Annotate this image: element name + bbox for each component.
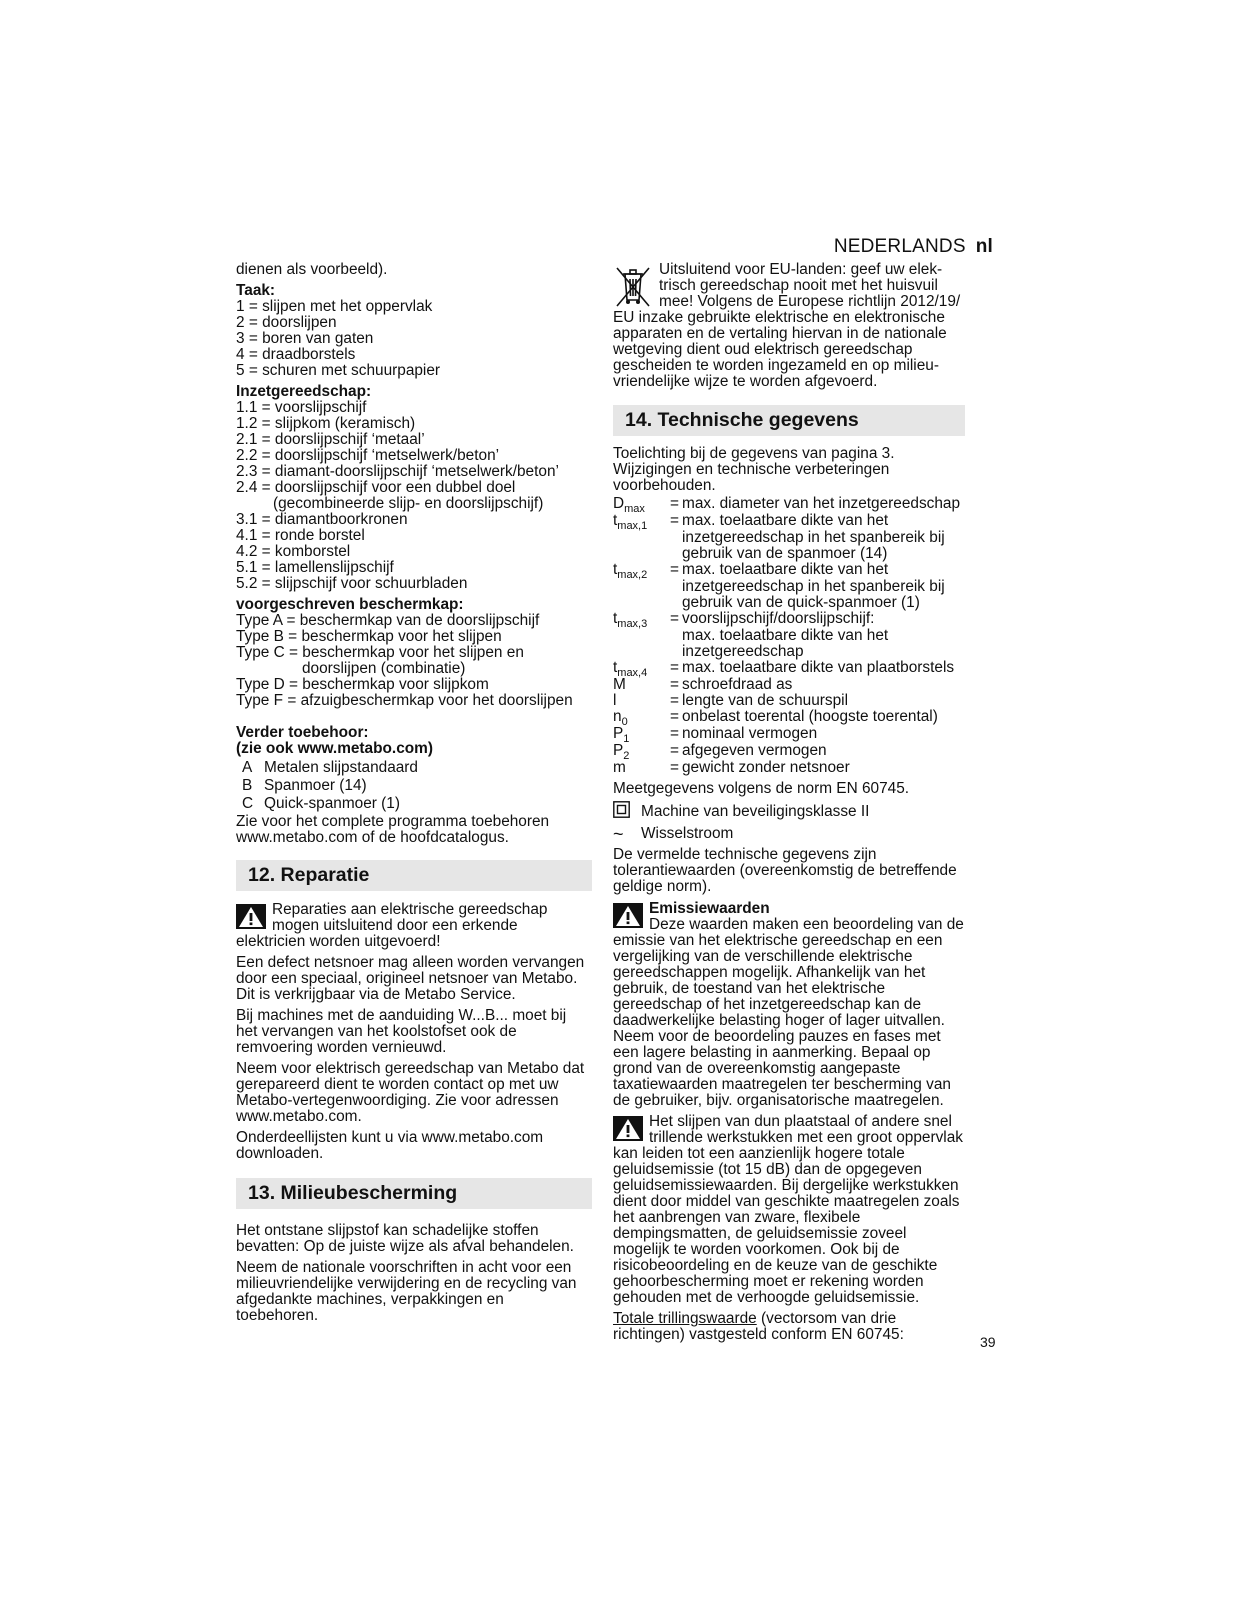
definition-symbol: M xyxy=(613,676,626,693)
definition-symbol: l xyxy=(613,692,617,709)
tool-heading: Inzetgereedschap: xyxy=(236,383,372,400)
equals-sign: = xyxy=(670,512,679,529)
equals-sign: = xyxy=(670,708,679,725)
paragraph-line: richtingen) vastgesteld conform EN 60745: xyxy=(613,1326,904,1343)
definition-symbol: m xyxy=(613,759,626,776)
definition-text: max. toelaatbare dikte van plaatborstels xyxy=(682,659,955,676)
page-number: 39 xyxy=(980,1334,996,1350)
accessories-heading: Verder toebehoor: xyxy=(236,724,369,741)
definition-symbol: $P_1$ xyxy=(613,725,630,745)
paragraph-line: Deze waarden maken een beoordeling van de xyxy=(649,916,964,933)
class-ii-label: Machine van beveiligingsklasse II xyxy=(641,802,870,820)
warning-line: elektricien worden uitgevoerd! xyxy=(236,933,441,950)
protection-class-row xyxy=(613,801,975,822)
paragraph-line: vriendelijke wijze te worden afgevoerd. xyxy=(613,373,878,390)
equals-sign: = xyxy=(670,659,679,676)
paragraph-line: dempingsmatten, de geluidsemissie zoveel xyxy=(613,1225,907,1242)
section-14-title: 14. Technische gegevens xyxy=(613,405,965,436)
repair-warning xyxy=(236,902,592,950)
language-label: NEDERLANDS xyxy=(833,236,966,257)
intro-text: dienen als voorbeeld). xyxy=(236,261,388,278)
paragraph-line: geluidsemissie (tot 15 dB) dan de opgegeven xyxy=(613,1161,922,1178)
ac-row xyxy=(613,826,975,842)
paragraph-line: risicobeoordeling en de keuze van de geschikte xyxy=(613,1257,938,1274)
repair-paragraph-4 xyxy=(236,1130,592,1162)
repair-paragraph-3 xyxy=(236,1061,592,1125)
equals-sign: = xyxy=(670,725,679,742)
paragraph-line: daadwerkelijke belasting hoger of lager uitvallen. xyxy=(613,1012,945,1029)
list-item: 3 = boren van gaten xyxy=(236,330,374,347)
ac-symbol: ~ xyxy=(613,824,624,844)
accessory-text: Metalen slijpstandaard xyxy=(264,759,418,776)
tool-list xyxy=(236,400,592,592)
definition-symbol: $t_{max,4}$ xyxy=(613,659,648,679)
paragraph-line: Onderdeellijsten kunt u via www.metabo.com xyxy=(236,1129,544,1146)
note-line: www.metabo.com of de hoofdcatalogus. xyxy=(236,829,509,846)
definitions-list xyxy=(613,496,975,776)
paragraph-line: gebruik, de toestand van het elektrische xyxy=(613,980,886,997)
guard-list xyxy=(236,613,592,709)
definition-row xyxy=(613,709,975,726)
definition-text: max. diameter van het inzetgereedschap xyxy=(682,495,961,512)
paragraph-line: Bij machines met de aanduiding W...B... moet bij xyxy=(236,1007,567,1024)
list-item: Type B = beschermkap voor het slijpen xyxy=(236,628,502,645)
paragraph-line: gescheiden te worden ingezameld en op milieu- xyxy=(613,357,939,374)
equals-sign: = xyxy=(670,676,679,693)
definition-text: schroefdraad as xyxy=(682,676,793,693)
paragraph-line: dient door middel van geschikte maatregelen zoals xyxy=(613,1193,960,1210)
paragraph-line: trisch gereedschap nooit met het huisvuil xyxy=(659,277,938,294)
left-column xyxy=(236,262,592,1324)
paragraph-line: de gebruiker, bijv. organisatorische maatregelen. xyxy=(613,1092,944,1109)
paragraph-line: gereedschap of het inzetgereedschap kan de xyxy=(613,996,922,1013)
paragraph-line: mogelijk te worden voorkomen. Ook bij de xyxy=(613,1241,900,1258)
emission-warning xyxy=(613,901,975,1109)
paragraph-line: afgedankte machines, verpakkingen en xyxy=(236,1291,504,1308)
accessory-text: Spanmoer (14) xyxy=(264,777,367,794)
environment-paragraph-1 xyxy=(236,1223,592,1255)
list-item: Type F = afzuigbeschermkap voor het doorslijpen xyxy=(236,692,573,709)
paragraph-line: voorbehouden. xyxy=(613,477,716,494)
task-list xyxy=(236,299,592,379)
paragraph-line: gerepareerd dient te worden contact op met uw xyxy=(236,1076,559,1093)
paragraph-line: EU inzake gebruikte elektrische en elektronische xyxy=(613,309,945,326)
repair-paragraph-2 xyxy=(236,1008,592,1056)
tech-intro xyxy=(613,446,975,494)
section-12-title: 12. Reparatie xyxy=(236,860,592,891)
paragraph-line: Neem voor de beoordeling pauzes en fases met xyxy=(613,1028,941,1045)
paragraph-line: Uitsluitend voor EU-landen: geef uw elek- xyxy=(659,261,943,278)
vibration-rest: (vectorsom van drie xyxy=(756,1310,897,1327)
paragraph-line: tolerantiewaarden (overeenkomstig de betreffende xyxy=(613,862,957,879)
accessories-list xyxy=(236,760,592,812)
list-item: 1.1 = voorslijpschijf xyxy=(236,399,367,416)
crossed-bin-icon xyxy=(613,262,653,310)
paragraph-line: De vermelde technische gegevens zijn xyxy=(613,846,877,863)
definition-symbol: $n_0$ xyxy=(613,708,628,728)
definition-row xyxy=(613,660,975,677)
ac-label: Wisselstroom xyxy=(641,825,734,842)
definition-text: lengte van de schuurspil xyxy=(682,692,848,709)
paragraph-line: downloaden. xyxy=(236,1145,324,1162)
page-header xyxy=(834,236,993,258)
list-item: 3.1 = diamantboorkronen xyxy=(236,511,408,528)
paragraph-line: Wijzigingen en technische verbeteringen xyxy=(613,461,890,478)
paragraph-line: een lagere belasting in aanmerking. Bepaal op xyxy=(613,1044,931,1061)
list-item: Type D = beschermkap voor slijpkom xyxy=(236,676,489,693)
right-column xyxy=(613,262,975,1343)
list-item: 4.1 = ronde borstel xyxy=(236,527,365,544)
paragraph-line: www.metabo.com. xyxy=(236,1108,362,1125)
definition-row xyxy=(613,496,975,513)
equals-sign: = xyxy=(670,692,679,709)
definition-row xyxy=(613,743,975,760)
section-13-title: 13. Milieubescherming xyxy=(236,1178,592,1209)
repair-paragraph-1 xyxy=(236,955,592,1003)
definition-text: nominaal vermogen xyxy=(682,725,818,742)
list-item: Type C = beschermkap voor het slijpen en xyxy=(236,644,524,661)
definition-continuation: inzetgereedschap xyxy=(682,643,804,660)
list-item: Type A = beschermkap van de doorslijpschijf xyxy=(236,612,540,629)
paragraph-line: grond van de overeenkomstig aangepaste xyxy=(613,1060,901,1077)
warning-icon xyxy=(613,903,643,928)
definition-row xyxy=(613,693,975,709)
vibration-term: Totale trillingswaarde xyxy=(613,1310,757,1327)
definition-symbol: $P_2$ xyxy=(613,742,630,762)
paragraph-line: Een defect netsnoer mag alleen worden vervangen xyxy=(236,954,585,971)
paragraph-line: toebehoren. xyxy=(236,1307,319,1324)
paragraph-line: gehouden met de verhoogde geluidsemissie. xyxy=(613,1289,920,1306)
list-item: 5.2 = slijpschijf voor schuurbladen xyxy=(236,575,468,592)
definition-row xyxy=(613,513,975,530)
paragraph-line: emissie van het elektrische gereedschap en een xyxy=(613,932,943,949)
vibration-paragraph xyxy=(613,1311,975,1343)
definition-text: max. toelaatbare dikte van het xyxy=(682,512,889,529)
paragraph-line: Neem voor elektrisch gereedschap van Metabo dat xyxy=(236,1060,585,1077)
paragraph-line: vergelijking van de verschillende elektrische xyxy=(613,948,913,965)
accessory-letter: A xyxy=(242,759,253,776)
paragraph-line: het vervangen van het koolstofset ook de xyxy=(236,1023,517,1040)
definition-text: voorslijpschijf/doorslijpschijf: xyxy=(682,610,875,627)
list-item: 2.4 = doorslijpschijf voor een dubbel doel xyxy=(236,479,516,496)
paragraph-line: gereedschappen mogelijk. Afhankelijk van het xyxy=(613,964,926,981)
definition-row xyxy=(613,760,975,776)
equals-sign: = xyxy=(670,561,679,578)
list-item: 4.2 = komborstel xyxy=(236,543,351,560)
tolerance-paragraph xyxy=(613,847,975,895)
note-line: Zie voor het complete programma toebehoren xyxy=(236,813,550,830)
warning-icon xyxy=(613,1116,643,1141)
definition-text: gewicht zonder netsnoer xyxy=(682,759,850,776)
list-item: 2.1 = doorslijpschijf ‘metaal’ xyxy=(236,431,425,448)
definition-text: max. toelaatbare dikte van het xyxy=(682,561,889,578)
definition-row xyxy=(613,726,975,743)
paragraph-line: geluidsemissiewaarden. Bij dergelijke werkstukken xyxy=(613,1177,959,1194)
equals-sign: = xyxy=(670,495,679,512)
paragraph-line: Metabo-vertegenwoordiging. Zie voor adressen xyxy=(236,1092,559,1109)
paragraph-line: kan leiden tot een aanzienlijk hogere totale xyxy=(613,1145,905,1162)
norm-text: Meetgegevens volgens de norm EN 60745. xyxy=(613,780,910,797)
paragraph-line: geldige norm). xyxy=(613,878,712,895)
accessory-item xyxy=(236,796,592,812)
task-heading: Taak: xyxy=(236,282,276,299)
paragraph-line: Toelichting bij de gegevens van pagina 3. xyxy=(613,445,895,462)
warning-line: mogen uitsluitend door een erkende xyxy=(272,917,518,934)
accessory-item xyxy=(236,778,592,794)
paragraph-line: Het ontstane slijpstof kan schadelijke stoffen xyxy=(236,1222,539,1239)
definition-continuation: max. toelaatbare dikte van het xyxy=(682,627,889,644)
equals-sign: = xyxy=(670,759,679,776)
definition-row xyxy=(613,611,975,628)
definition-row xyxy=(613,562,975,579)
paragraph-line: Het slijpen van dun plaatstaal of andere snel xyxy=(649,1113,952,1130)
paragraph-line: remvoering worden vernieuwd. xyxy=(236,1039,447,1056)
definition-text: onbelast toerental (hoogste toerental) xyxy=(682,708,938,725)
list-item: 2.2 = doorslijpschijf ‘metselwerk/beton’ xyxy=(236,447,500,464)
weee-notice xyxy=(613,262,975,390)
paragraph-line: wetgeving dient oud elektrisch gereedschap xyxy=(613,341,913,358)
definition-text: afgegeven vermogen xyxy=(682,742,827,759)
accessories-note xyxy=(236,814,592,846)
definition-symbol: $t_{max,3}$ xyxy=(613,610,648,630)
warning-icon xyxy=(236,904,266,929)
definition-continuation: gebruik van de quick-spanmoer (1) xyxy=(682,594,920,611)
paragraph-line: apparaten en de vertaling hiervan in de nationale xyxy=(613,325,947,342)
class-ii-icon xyxy=(613,801,641,822)
paragraph-line: gehoorbescherming moet er rekening worden xyxy=(613,1273,924,1290)
paragraph-line: Neem de nationale voorschriften in acht voor een xyxy=(236,1259,572,1276)
list-item: 1 = slijpen met het oppervlak xyxy=(236,298,433,315)
list-item: 4 = draadborstels xyxy=(236,346,356,363)
paragraph-line: Dit is verkrijgbaar via de Metabo Service. xyxy=(236,986,516,1003)
definition-continuation: gebruik van de spanmoer (14) xyxy=(682,545,888,562)
language-code: nl xyxy=(975,236,993,257)
list-item: 5.1 = lamellenslijpschijf xyxy=(236,559,394,576)
list-item-continuation: doorslijpen (combinatie) xyxy=(302,660,466,677)
accessory-item xyxy=(236,760,592,776)
paragraph-line: mee! Volgens de Europese richtlijn 2012/19/ xyxy=(659,293,961,310)
list-item-continuation: (gecombineerde slijp- en doorslijpschijf) xyxy=(273,495,544,512)
noise-warning xyxy=(613,1114,975,1306)
warning-line: Reparaties aan elektrische gereedschap xyxy=(272,901,548,918)
guard-heading: voorgeschreven beschermkap: xyxy=(236,596,464,613)
definition-continuation: inzetgereedschap in het spanbereik bij xyxy=(682,578,945,595)
paragraph-line: trillende werkstukken met een groot oppervlak xyxy=(649,1129,963,1146)
environment-paragraph-2 xyxy=(236,1260,592,1324)
accessory-letter: B xyxy=(242,777,253,794)
definition-symbol: $t_{max,1}$ xyxy=(613,512,648,532)
paragraph-line: door een speciaal, origineel netsnoer van Metabo. xyxy=(236,970,578,987)
definition-symbol: $t_{max,2}$ xyxy=(613,561,648,581)
definition-symbol: $D_{max}$ xyxy=(613,495,645,515)
paragraph-line: taxatiewaarden maatregelen ter bescherming van xyxy=(613,1076,951,1093)
equals-sign: = xyxy=(670,742,679,759)
accessories-subheading: (zie ook www.metabo.com) xyxy=(236,740,433,757)
list-item: 5 = schuren met schuurpapier xyxy=(236,362,441,379)
list-item: 2 = doorslijpen xyxy=(236,314,337,331)
accessory-letter: C xyxy=(242,795,254,812)
paragraph-line: het aanbrengen van zware, flexibele xyxy=(613,1209,861,1226)
definition-row xyxy=(613,677,975,693)
list-item: 2.3 = diamant-doorslijpschijf ‘metselwerk/beton’ xyxy=(236,463,559,480)
accessory-text: Quick-spanmoer (1) xyxy=(264,795,400,812)
list-item: 1.2 = slijpkom (keramisch) xyxy=(236,415,416,432)
definition-continuation: inzetgereedschap in het spanbereik bij xyxy=(682,529,945,546)
emission-title: Emissiewaarden xyxy=(649,900,770,917)
paragraph-line: milieuvriendelijke verwijdering en de recycling van xyxy=(236,1275,577,1292)
equals-sign: = xyxy=(670,610,679,627)
paragraph-line: bevatten: Op de juiste wijze als afval behandelen. xyxy=(236,1238,574,1255)
